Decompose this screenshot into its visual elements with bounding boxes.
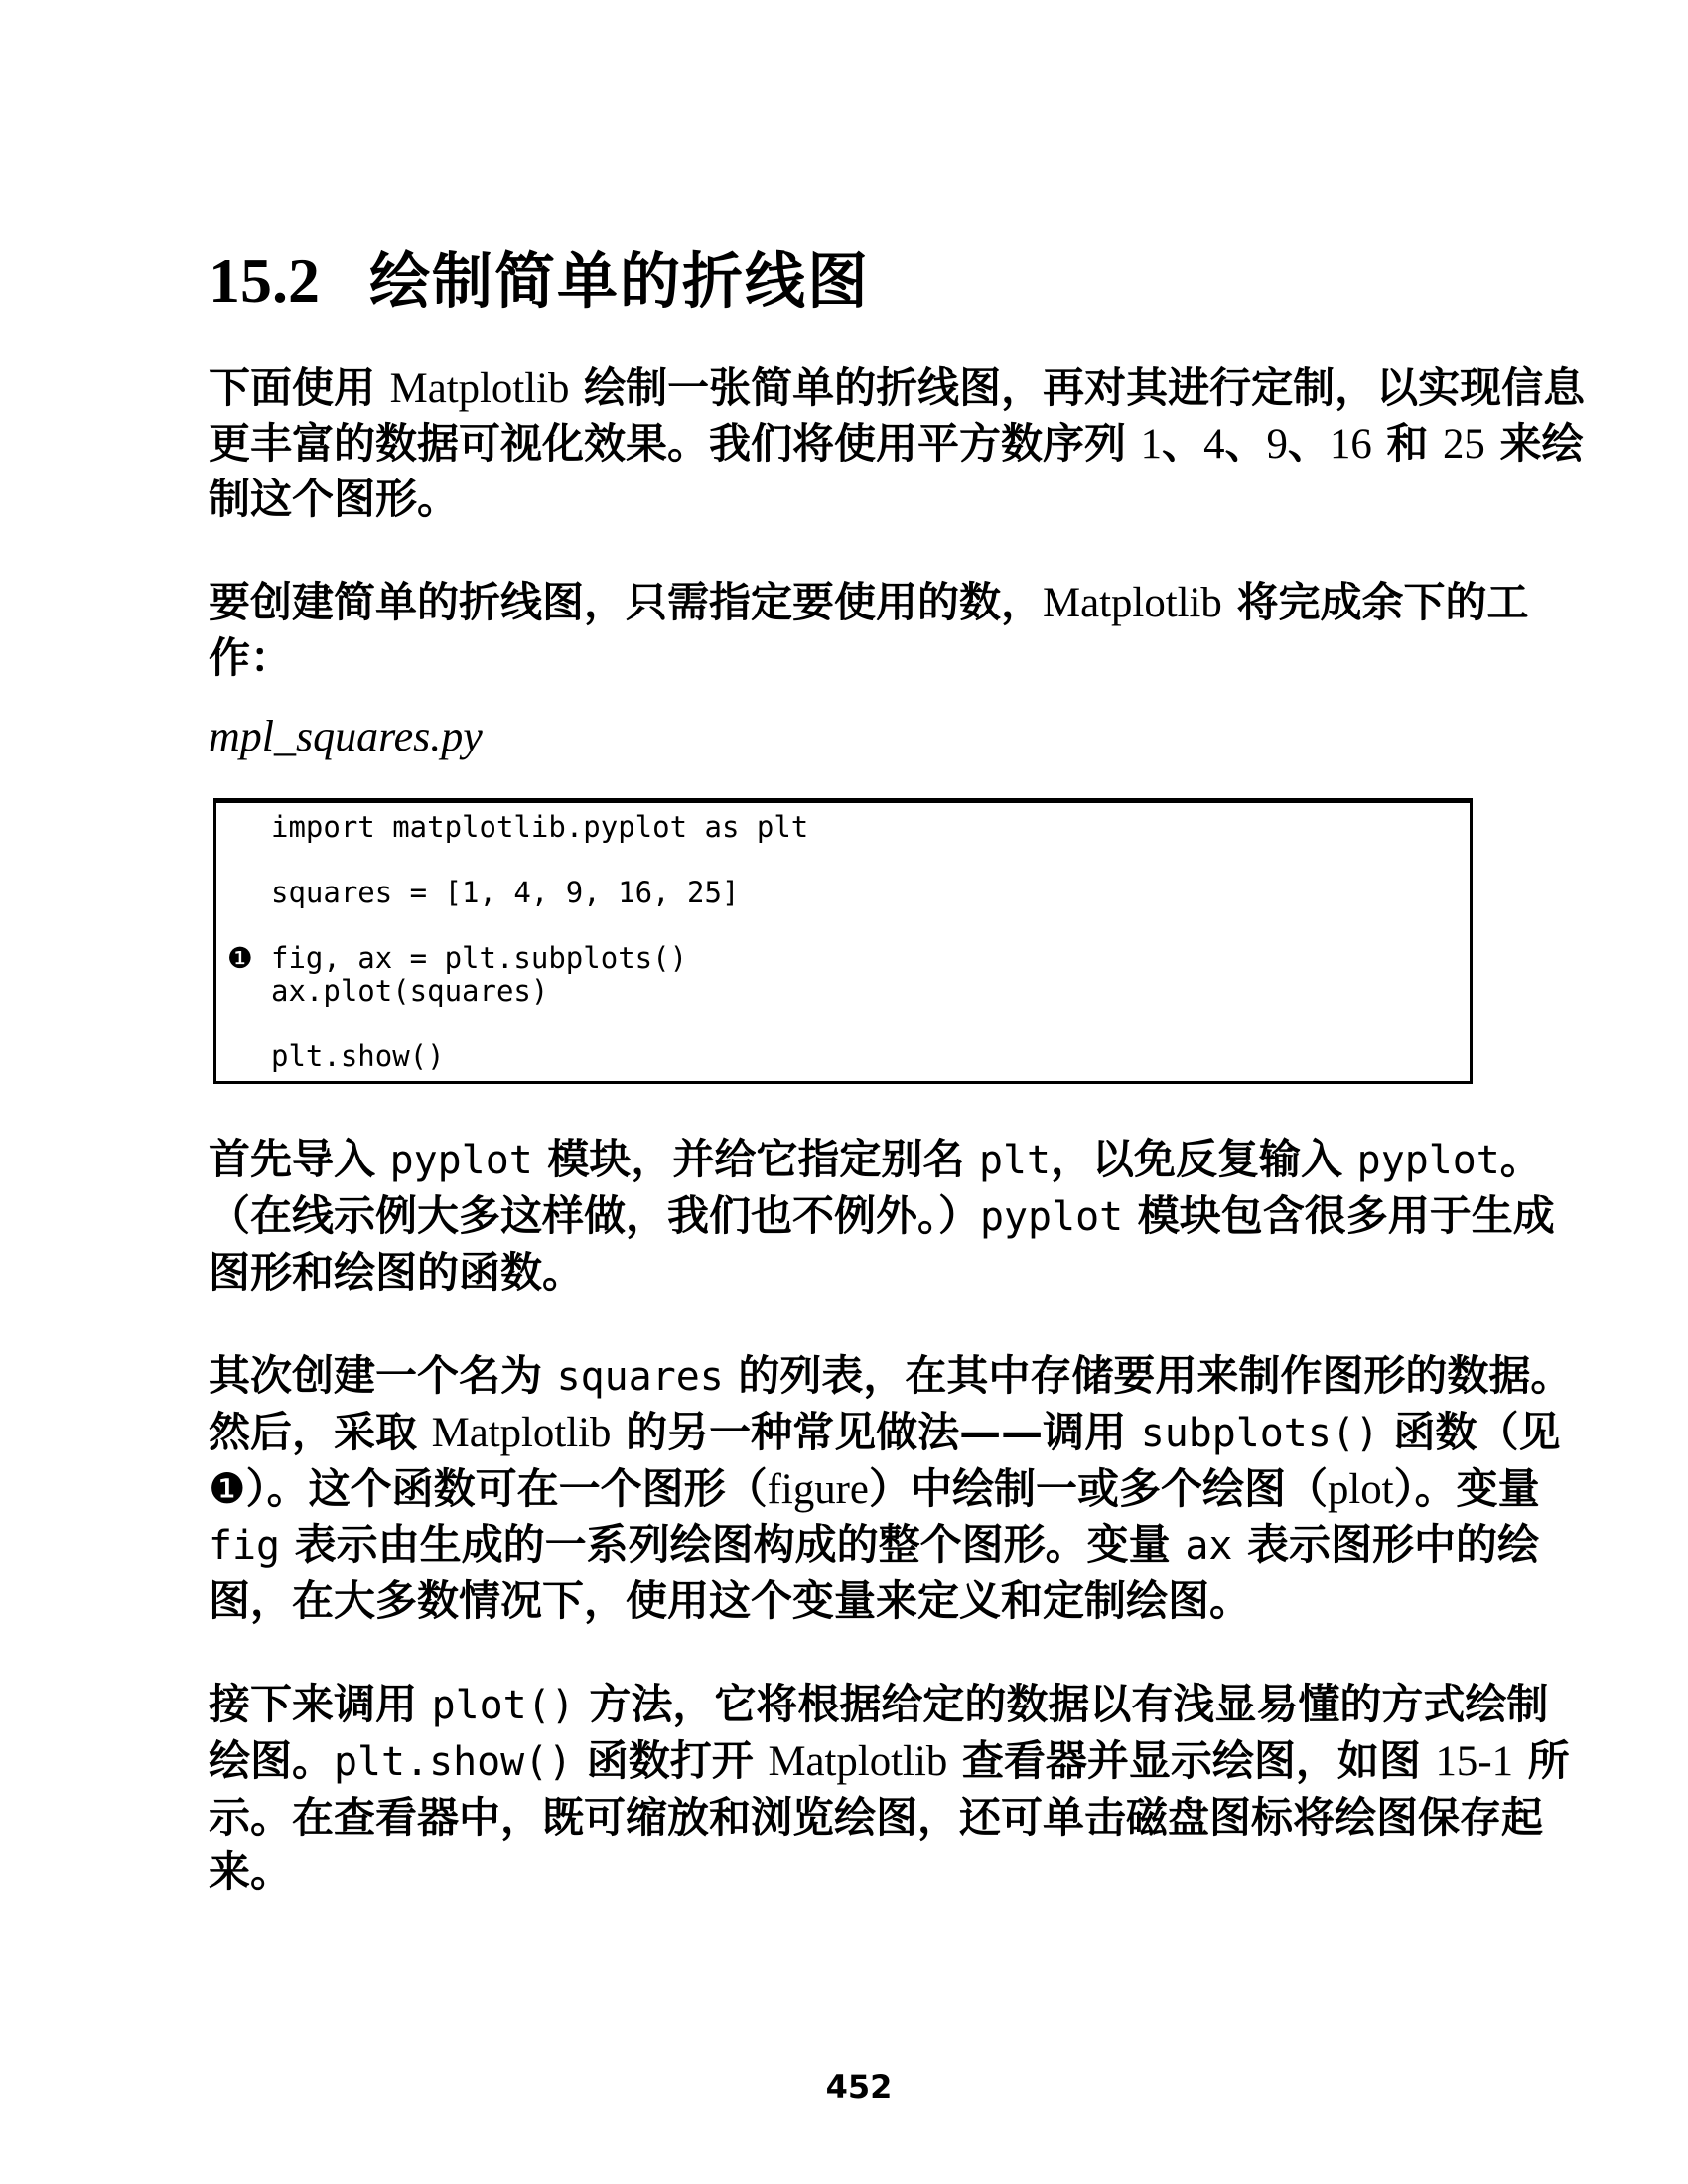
text-segment: 模块包含很多用于生成	[1123, 1191, 1555, 1240]
text-segment: 。	[1499, 1135, 1542, 1183]
text-segment: （在线示例大多这样做，我们也不例外。）	[209, 1191, 981, 1240]
code-line	[216, 1040, 1454, 1073]
text-segment: Matplotlib	[768, 1738, 948, 1785]
paragraph-squares-subplots	[209, 1348, 1573, 1628]
text-segment: 、	[1224, 419, 1267, 468]
text-line	[209, 1245, 1551, 1299]
text-line	[209, 1188, 1555, 1245]
text-segment: 要创建简单的折线图，只需指定要使用的数，	[209, 578, 1044, 626]
text-line	[209, 472, 1551, 526]
text-line	[209, 575, 1551, 630]
text-line	[209, 1517, 1551, 1573]
text-segment: plot()	[431, 1683, 575, 1728]
code-listing	[213, 798, 1473, 1084]
code-line	[216, 844, 1454, 877]
text-segment: 25	[1443, 421, 1485, 468]
text-segment: ）。变量	[1393, 1464, 1540, 1513]
text-segment: 的列表，在其中存储要用来制作图形的数据。	[723, 1351, 1573, 1400]
paragraph-plot-show	[209, 1677, 1570, 1899]
code-text: plt.show()	[271, 1039, 445, 1073]
text-line	[209, 1405, 1561, 1461]
text-segment: ）。这个函数可在一个图形（	[245, 1464, 768, 1513]
text-segment: 其次创建一个名为	[209, 1351, 557, 1400]
circled-1-marker: ❶	[227, 941, 253, 975]
text-segment: 所	[1513, 1736, 1570, 1785]
paragraph-intro	[209, 360, 1586, 526]
code-text: import matplotlib.pyplot as plt	[271, 810, 809, 844]
text-segment: plt	[978, 1138, 1052, 1183]
page-content	[209, 245, 1586, 1948]
text-segment: 模块，并给它指定别名	[532, 1135, 979, 1183]
text-segment: 下面使用	[209, 363, 390, 412]
text-segment: 、	[1162, 419, 1204, 468]
text-line	[209, 1573, 1551, 1628]
section-heading	[209, 245, 1551, 317]
text-segment: Matplotlib	[389, 365, 570, 412]
text-segment: 9	[1266, 421, 1288, 468]
text-segment: figure	[767, 1466, 869, 1513]
text-segment: 图形和绘图的函数。	[209, 1248, 585, 1297]
text-segment: 接下来调用	[209, 1680, 432, 1728]
text-segment: 将完成余下的工	[1221, 578, 1529, 626]
code-line	[216, 811, 1454, 844]
text-segment: pyplot	[389, 1138, 533, 1183]
text-segment: 函数打开	[572, 1736, 769, 1785]
text-segment: 作：	[209, 633, 293, 682]
text-segment: 查看器并显示绘图，如图	[947, 1736, 1436, 1785]
text-segment: pyplot	[980, 1194, 1124, 1240]
text-segment: ax	[1185, 1523, 1233, 1569]
code-line	[216, 909, 1454, 942]
text-segment: plt.show()	[334, 1739, 573, 1785]
text-segment: Matplotlib	[1043, 580, 1222, 626]
text-segment: ）中绘制一或多个绘图（	[868, 1464, 1328, 1513]
text-segment: 15-1	[1435, 1738, 1514, 1785]
text-segment: 示。在查看器中，既可缩放和浏览绘图，还可单击磁盘图标将绘图保存起	[209, 1793, 1544, 1842]
text-segment: 来绘	[1484, 419, 1584, 468]
text-line	[209, 1348, 1573, 1405]
text-segment: fig	[209, 1523, 281, 1569]
text-segment: ，以免反复输入	[1051, 1135, 1357, 1183]
text-line	[209, 1733, 1570, 1790]
paragraph-pyplot-explain	[209, 1132, 1555, 1299]
text-segment: squares	[556, 1354, 724, 1400]
code-line	[216, 942, 1454, 975]
text-segment: 4	[1203, 421, 1225, 468]
text-segment: subplots()	[1140, 1411, 1379, 1456]
code-text: squares = [1, 4, 9, 16, 25]	[271, 876, 740, 909]
text-segment: 表示图形中的绘	[1232, 1520, 1539, 1569]
circled-1-marker: ❶	[209, 1464, 246, 1513]
code-line	[216, 877, 1454, 909]
text-line	[209, 1844, 1551, 1899]
text-segment: 制这个图形。	[209, 475, 460, 523]
text-segment: Matplotlib	[431, 1410, 612, 1456]
text-segment: 表示由生成的一系列绘图构成的整个图形。变量	[280, 1520, 1186, 1569]
text-segment: 更丰富的数据可视化效果。我们将使用平方数序列	[209, 419, 1141, 468]
text-segment: 绘图。	[209, 1736, 335, 1785]
text-line	[209, 1132, 1551, 1188]
text-segment: pyplot	[1356, 1138, 1500, 1183]
text-line	[209, 1461, 1551, 1517]
code-filename: mpl_squares.py	[209, 712, 483, 760]
text-line	[209, 1677, 1551, 1733]
text-segment: 的另一种常见做法——调用	[611, 1408, 1141, 1456]
text-segment: 来。	[209, 1847, 293, 1896]
text-segment: 图，在大多数情况下，使用这个变量来定义和定制绘图。	[209, 1576, 1252, 1625]
text-segment: 首先导入	[209, 1135, 390, 1183]
text-line	[209, 630, 1551, 685]
text-segment: 函数（见	[1378, 1408, 1561, 1456]
section-number: 15.2	[209, 245, 320, 316]
text-segment: 、	[1287, 419, 1330, 468]
text-segment: 绘制一张简单的折线图，再对其进行定制，以实现信息	[569, 363, 1586, 412]
code-text: fig, ax = plt.subplots()	[271, 941, 688, 975]
page-number: 452	[825, 2068, 893, 2106]
text-line	[209, 1790, 1551, 1844]
text-segment: plot	[1327, 1466, 1394, 1513]
code-line	[216, 1008, 1454, 1040]
text-segment: 1	[1140, 421, 1163, 468]
code-line	[216, 975, 1454, 1008]
text-segment: 然后，采取	[209, 1408, 432, 1456]
paragraph-create-chart	[209, 575, 1551, 685]
text-segment: 和	[1371, 419, 1444, 468]
text-segment: 16	[1329, 421, 1372, 468]
text-segment: 方法，它将根据给定的数据以有浅显易懂的方式绘制	[574, 1680, 1549, 1728]
code-text: ax.plot(squares)	[271, 974, 549, 1008]
text-line	[209, 416, 1584, 472]
section-title: 绘制简单的折线图	[369, 246, 871, 317]
text-line	[209, 360, 1586, 416]
